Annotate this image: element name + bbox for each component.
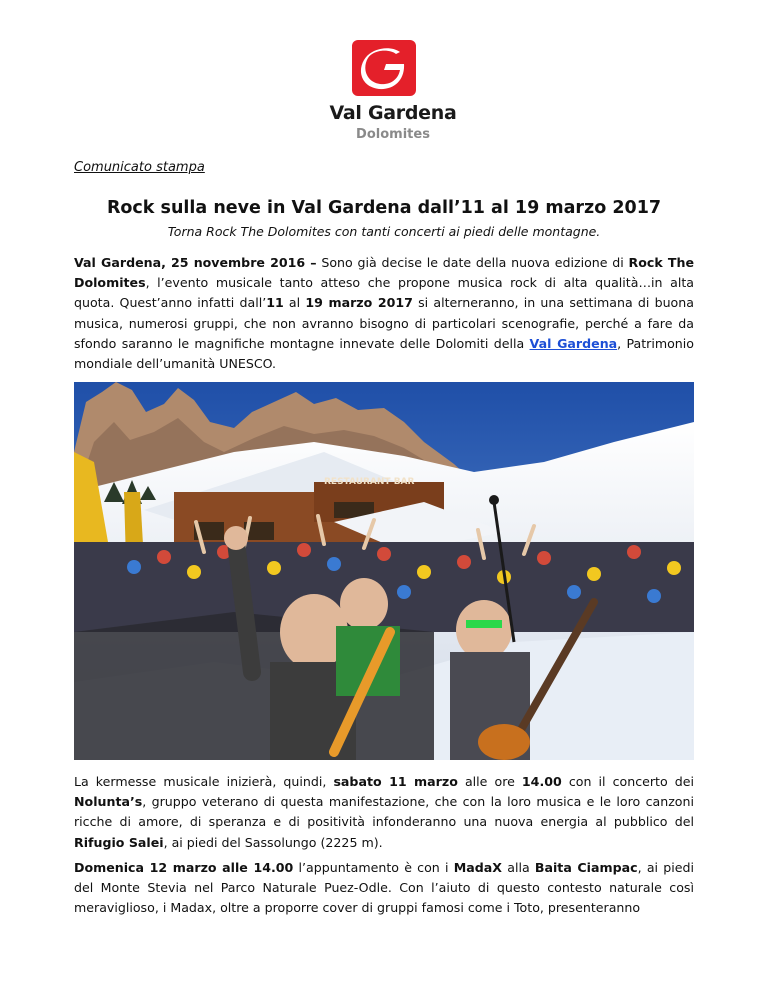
venue-name: Baita Ciampac	[534, 860, 638, 875]
event-name: Rock The Dolomites	[74, 255, 694, 291]
text-span: con il concerto dei	[561, 774, 695, 789]
date-sunday: Domenica 12 marzo alle 14.00	[74, 860, 294, 875]
venue-name: Rifugio Salei	[74, 834, 164, 850]
logo-subtitle: Dolomites	[356, 127, 430, 142]
band-name: MadaX	[453, 860, 502, 875]
time: 14.00	[521, 774, 562, 789]
val-gardena-link[interactable]: Val Gardena	[529, 335, 618, 351]
date-start: 11	[266, 295, 284, 311]
text-span: si alterneranno, in una settimana di buona musica, numerosi gruppi, che non avranno bisogno di particolari scenografie, perché a fare da sfondo saranno le magnifiche montagne innevate delle Dolomiti della	[74, 295, 694, 351]
paragraph-saturday	[74, 772, 694, 853]
text-span: alle ore	[457, 774, 522, 789]
press-release-label: Comunicato stampa	[74, 160, 205, 175]
text-span: Sono già decise le date della nuova edizione di	[316, 255, 629, 270]
paragraph-sunday	[74, 858, 694, 919]
logo-name: Val Gardena	[329, 102, 457, 124]
text-span: , gruppo veterano di questa manifestazione, che con la loro musica e le loro canzoni ricche di amore, di speranza e di positività infonderanno una nuova energia al pubblico del	[74, 794, 694, 830]
date-end: 19 marzo 2017	[305, 295, 413, 311]
date-saturday: sabato 11 marzo	[333, 774, 458, 789]
dateline: Val Gardena, 25 novembre 2016 –	[74, 255, 317, 270]
page-title: Rock sulla neve in Val Gardena dall’11 al 19 marzo 2017	[106, 198, 662, 218]
page-subtitle: Torna Rock The Dolomites con tanti concerti ai piedi delle montagne.	[167, 224, 601, 239]
text-span: alla	[502, 860, 535, 875]
text-span: , ai piedi del Sassolungo (2225 m).	[163, 834, 383, 850]
text-span: , ai piedi del Monte Stevia nel Parco Naturale Puez-Odle. Con l’aiuto di questo contesto naturale così meraviglioso, i Madax, oltre a proporre cover di gruppi famosi come i Toto, presenteranno	[74, 860, 694, 916]
text-span: La kermesse musicale inizierà, quindi,	[74, 774, 334, 789]
text-span: , Patrimonio mondiale dell’umanità UNESCO.	[74, 335, 694, 372]
text-span: , l’evento musicale tanto atteso che propone musica rock di alta qualità…in alta quota. Quest’anno infatti dall’	[74, 275, 694, 311]
restaurant-sign: RESTAURANT BAR	[324, 477, 415, 487]
concert-photo	[74, 382, 694, 760]
logo-g-mark	[352, 40, 416, 96]
text-span: l’appuntamento è con i	[293, 860, 454, 875]
text-span: al	[283, 295, 306, 311]
val-gardena-logo	[318, 40, 468, 150]
paragraph-intro	[74, 253, 694, 374]
band-name: Nolunta’s	[74, 794, 143, 810]
